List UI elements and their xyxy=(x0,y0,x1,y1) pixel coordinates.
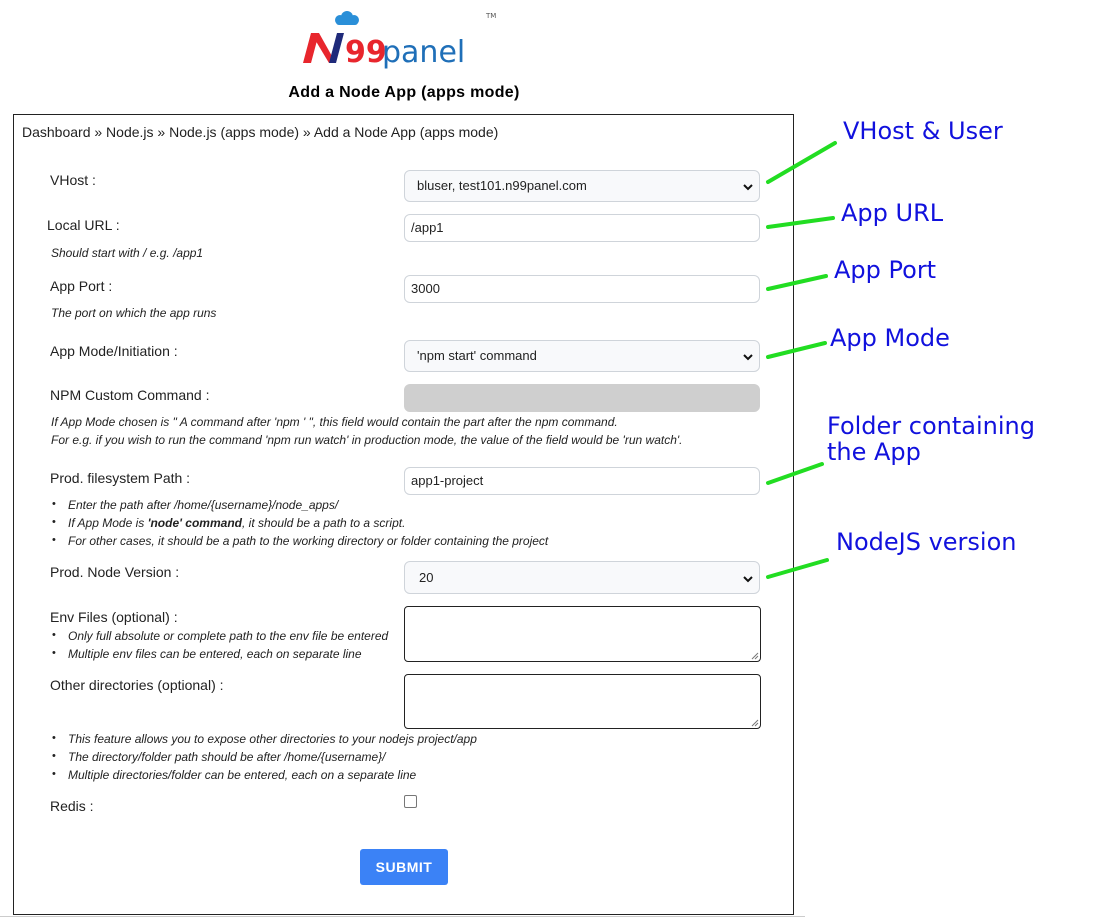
prod-path-bullet-1: • Enter the path after /home/{username}/node_apps/ xyxy=(50,498,338,512)
local-url-help: Should start with / e.g. /app1 xyxy=(51,246,204,260)
breadcrumb: Dashboard » Node.js » Node.js (apps mode) » Add a Node App (apps mode) xyxy=(22,124,499,140)
other-dirs-bullet-3: • Multiple directories/folder can be entered, each on a separate line xyxy=(50,768,416,782)
resize-grip-icon[interactable] xyxy=(750,651,759,660)
env-files-bullet-1: • Only full absolute or complete path to the env file be entered xyxy=(50,629,388,643)
cloud-icon xyxy=(335,11,359,25)
annotation-vhost-user: VHost & User xyxy=(843,117,1003,145)
other-dirs-bullet-1: • This feature allows you to expose other directories to your nodejs project/app xyxy=(50,732,477,746)
vhost-label: VHost : xyxy=(50,172,96,188)
annotation-nodejs-version: NodeJS version xyxy=(836,528,1017,556)
node-version-select-value: 20 xyxy=(419,570,434,585)
npm-custom-input[interactable] xyxy=(404,384,760,412)
node-version-label: Prod. Node Version : xyxy=(50,564,180,580)
app-mode-label: App Mode/Initiation : xyxy=(50,343,178,359)
app-mode-select-value: 'npm start' command xyxy=(417,348,537,363)
npm-custom-help-1: If App Mode chosen is " A command after 'npm ' ", this field would contain the part after the npm command. xyxy=(51,415,618,429)
annotation-app-port: App Port xyxy=(834,256,937,284)
local-url-input[interactable]: /app1 xyxy=(404,214,760,242)
prod-path-bullet-3: • For other cases, it should be a path to the working directory or folder containing the project xyxy=(50,534,548,548)
node-version-select[interactable] xyxy=(404,561,760,594)
redis-checkbox[interactable] xyxy=(404,795,417,808)
logo-n-mark xyxy=(303,33,344,63)
other-dirs-label: Other directories (optional) : xyxy=(50,677,224,693)
app-port-input[interactable]: 3000 xyxy=(404,275,760,303)
redis-label: Redis : xyxy=(50,798,94,814)
app-mode-select[interactable] xyxy=(404,340,760,372)
submit-button[interactable]: SUBMIT xyxy=(360,849,448,885)
chevron-down-icon xyxy=(743,182,753,192)
logo-trademark: TM xyxy=(486,12,497,20)
annotation-app-url: App URL xyxy=(841,199,944,227)
chevron-down-icon xyxy=(743,352,753,362)
prod-path-input[interactable]: app1-project xyxy=(404,467,760,495)
env-files-textarea[interactable] xyxy=(404,606,761,662)
env-files-bullet-2: • Multiple env files can be entered, each on separate line xyxy=(50,647,362,661)
annotation-folder-line-2: the App xyxy=(827,438,921,466)
annotation-app-mode: App Mode xyxy=(830,324,950,352)
npm-custom-label: NPM Custom Command : xyxy=(50,387,210,403)
bottom-divider xyxy=(0,916,805,917)
env-files-label: Env Files (optional) : xyxy=(50,609,178,625)
other-dirs-bullet-2: • The directory/folder path should be after /home/{username}/ xyxy=(50,750,386,764)
chevron-down-icon xyxy=(743,574,753,584)
logo-99-text: 99 xyxy=(345,35,387,70)
vhost-select-value: bluser, test101.n99panel.com xyxy=(417,178,587,193)
vhost-select[interactable] xyxy=(404,170,760,202)
n99panel-logo xyxy=(300,8,500,70)
page-title: Add a Node App (apps mode) xyxy=(288,84,520,101)
resize-grip-icon[interactable] xyxy=(750,718,759,727)
app-port-label: App Port : xyxy=(50,278,113,294)
npm-custom-help-2: For e.g. if you wish to run the command 'npm run watch' in production mode, the value of the field would be 'run watch'. xyxy=(51,433,683,447)
annotation-folder-line-1: Folder containing xyxy=(827,412,1035,440)
other-dirs-textarea[interactable] xyxy=(404,674,761,729)
app-port-help: The port on which the app runs xyxy=(51,306,217,320)
local-url-label: Local URL : xyxy=(47,217,120,233)
prod-path-bullet-2: • If App Mode is 'node' command, it should be a path to a script. xyxy=(50,516,405,530)
prod-path-label: Prod. filesystem Path : xyxy=(50,470,191,486)
logo-panel-text: panel xyxy=(382,35,466,70)
